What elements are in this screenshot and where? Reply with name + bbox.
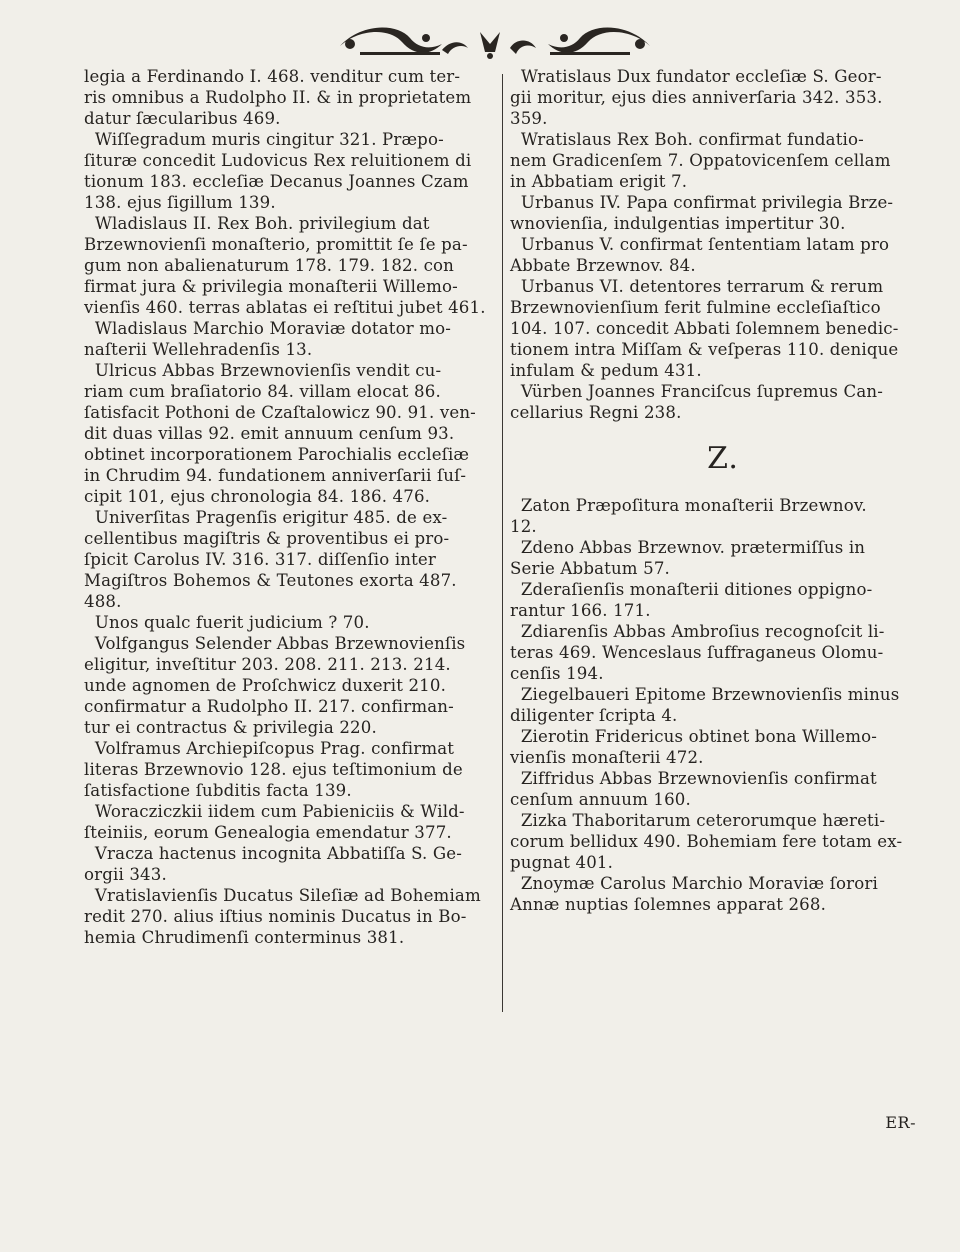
- index-line: rantur 166. 171.: [510, 601, 651, 620]
- index-line: ris omnibus a Rudolpho II. & in proprietatem: [84, 88, 472, 107]
- index-line: nem Gradicenſem 7. Oppatovicenſem cellam: [510, 151, 891, 170]
- index-line: hemia Chrudimenſi conterminus 381.: [84, 928, 405, 947]
- index-line: in Abbatiam erigit 7.: [510, 172, 688, 191]
- index-line: cellarius Regni 238.: [510, 403, 682, 422]
- index-line: pugnat 401.: [510, 853, 614, 872]
- catchword: ER-: [885, 1113, 916, 1132]
- index-line: firmat jura & privilegia monaſterii Willemo-: [84, 277, 458, 296]
- index-line: in Chrudim 94. fundationem anniverſarii ſuſ-: [84, 466, 467, 485]
- index-line: Zderaſienſis monaſterii ditiones oppigno-: [510, 580, 873, 599]
- index-line: redit 270. alius iſtius nominis Ducatus in Bo-: [84, 907, 467, 926]
- index-line: cenſum annuum 160.: [510, 790, 691, 809]
- index-line: Wratislaus Rex Boh. confirmat fundatio-: [510, 130, 864, 149]
- index-line: Zaton Præpoſitura monaſterii Brzewnov.: [510, 496, 867, 515]
- index-line: Woracziczkii iidem cum Pabieniciis & Wild-: [84, 802, 465, 821]
- index-line: Annæ nuptias ſolemnes apparat 268.: [510, 895, 827, 914]
- index-line: Ziffridus Abbas Brzewnovienſis confirmat: [510, 769, 877, 788]
- index-line: Unos qualc fuerit judicium ? 70.: [84, 613, 370, 632]
- index-line: Serie Abbatum 57.: [510, 559, 670, 578]
- index-line: infulam & pedum 431.: [510, 361, 702, 380]
- index-column-left: [84, 66, 504, 948]
- index-line: Wiſſegradum muris cingitur 321. Præpo-: [84, 130, 444, 149]
- index-line: Magiſtros Bohemos & Teutones exorta 487.: [84, 571, 457, 590]
- index-line: cipit 101, ejus chronologia 84. 186. 476.: [84, 487, 431, 506]
- index-line: ſatisfactione ſubditis facta 139.: [84, 781, 352, 800]
- index-line: datur ſæcularibus 469.: [84, 109, 281, 128]
- index-line: ſituræ concedit Ludovicus Rex reluitionem di: [84, 151, 472, 170]
- index-line: Ulricus Abbas Brzewnovienſis vendit cu-: [84, 361, 442, 380]
- index-line: tionum 183. eccleſiæ Decanus Joannes Czam: [84, 172, 469, 191]
- index-line: obtinet incorporationem Parochialis eccleſiæ: [84, 445, 470, 464]
- printers-ornament-headpiece-icon: [330, 22, 660, 64]
- index-line: corum bellidux 490. Bohemiam fere totam ex-: [510, 832, 903, 851]
- index-line: 104. 107. concedit Abbati ſolemnem benedic-: [510, 319, 899, 338]
- index-line: Univerſitas Pragenſis erigitur 485. de ex-: [84, 508, 448, 527]
- index-line: Wratislaus Dux fundator eccleſiæ S. Geor-: [510, 67, 882, 86]
- index-line: diligenter ſcripta 4.: [510, 706, 678, 725]
- index-line: Znoymæ Carolus Marchio Moraviæ ſorori: [510, 874, 878, 893]
- index-line: dit duas villas 92. emit annuum cenſum 93.: [84, 424, 455, 443]
- index-line: Brzewnovienſium ferit fulmine eccleſiaſtico: [510, 298, 881, 317]
- index-line: Zierotin Fridericus obtinet bona Willemo-: [510, 727, 878, 746]
- index-line: tur ei contractus & privilegia 220.: [84, 718, 377, 737]
- index-line: Wladislaus II. Rex Boh. privilegium dat: [84, 214, 430, 233]
- index-line: tionem intra Miſſam & veſperas 110. denique: [510, 340, 899, 359]
- index-line: riam cum braſiatorio 84. villam elocat 86.: [84, 382, 441, 401]
- index-line: gii moritur, ejus dies anniverſaria 342. 353.: [510, 88, 883, 107]
- index-line: Vürben Joannes Franciſcus ſupremus Can-: [510, 382, 884, 401]
- index-line: confirmatur a Rudolpho II. 217. confirman-: [84, 697, 454, 716]
- index-line: Vratislavienſis Ducatus Sileſiæ ad Bohemiam: [84, 886, 481, 905]
- index-line: wnovienſia, indulgentias impertitur 30.: [510, 214, 846, 233]
- index-line: Ziegelbaueri Epitome Brzewnovienſis minus: [510, 685, 900, 704]
- index-line: Zizka Thaboritarum ceterorumque hæreti-: [510, 811, 886, 830]
- index-line: eligitur, inveſtitur 203. 208. 211. 213. 214.: [84, 655, 451, 674]
- index-line: Brzewnovienſi monaſterio, promittit ſe ſe pa-: [84, 235, 468, 254]
- index-line: gum non abalienaturum 178. 179. 182. con: [84, 256, 455, 275]
- index-line: Abbate Brzewnov. 84.: [510, 256, 696, 275]
- index-line: Volfgangus Selender Abbas Brzewnovienſis: [84, 634, 466, 653]
- index-column-right: [510, 66, 930, 915]
- column-divider: [502, 74, 503, 1012]
- index-line: legia a Ferdinando I. 468. venditur cum ter-: [84, 67, 461, 86]
- index-line: literas Brzewnovio 128. ejus teſtimonium de: [84, 760, 463, 779]
- index-line: Urbanus IV. Papa confirmat privilegia Brze-: [510, 193, 894, 212]
- index-line: ſatisfacit Pothoni de Czaſtalowicz 90. 91. ven-: [84, 403, 476, 422]
- index-line: vienſis 460. terras ablatas ei reſtitui jubet 461.: [84, 298, 486, 317]
- index-line: Vracza hactenus incognita Abbatiſſa S. Ge-: [84, 844, 462, 863]
- index-line: cellentibus magiſtris & proventibus ei pro-: [84, 529, 450, 548]
- index-line: Urbanus V. confirmat ſententiam latam pro: [510, 235, 890, 254]
- index-line: Zdeno Abbas Brzewnov. prætermiſſus in: [510, 538, 866, 557]
- index-line: 359.: [510, 109, 548, 128]
- index-line: naſterii Wellehradenſis 13.: [84, 340, 313, 359]
- index-line: 12.: [510, 517, 537, 536]
- section-letter: Z.: [707, 441, 739, 476]
- index-line: orgii 343.: [84, 865, 167, 884]
- index-line: unde agnomen de Proſchwicz duxerit 210.: [84, 676, 447, 695]
- index-line: ſteiniis, eorum Genealogia emendatur 377.: [84, 823, 452, 842]
- index-line: Zdiarenſis Abbas Ambroſius recognoſcit li-: [510, 622, 885, 641]
- index-line: 138. ejus ſigillum 139.: [84, 193, 276, 212]
- index-line: ſpicit Carolus IV. 316. 317. diſſenſio inter: [84, 550, 436, 569]
- index-line: Volframus Archiepiſcopus Prag. confirmat: [84, 739, 455, 758]
- index-line: Wladislaus Marchio Moraviæ dotator mo-: [84, 319, 452, 338]
- index-line: 488.: [84, 592, 122, 611]
- index-line: vienſis monaſterii 472.: [510, 748, 704, 767]
- index-line: Urbanus VI. detentores terrarum & rerum: [510, 277, 884, 296]
- index-line: teras 469. Wenceslaus ſuffraganeus Olomu-: [510, 643, 884, 662]
- index-line: cenſis 194.: [510, 664, 604, 683]
